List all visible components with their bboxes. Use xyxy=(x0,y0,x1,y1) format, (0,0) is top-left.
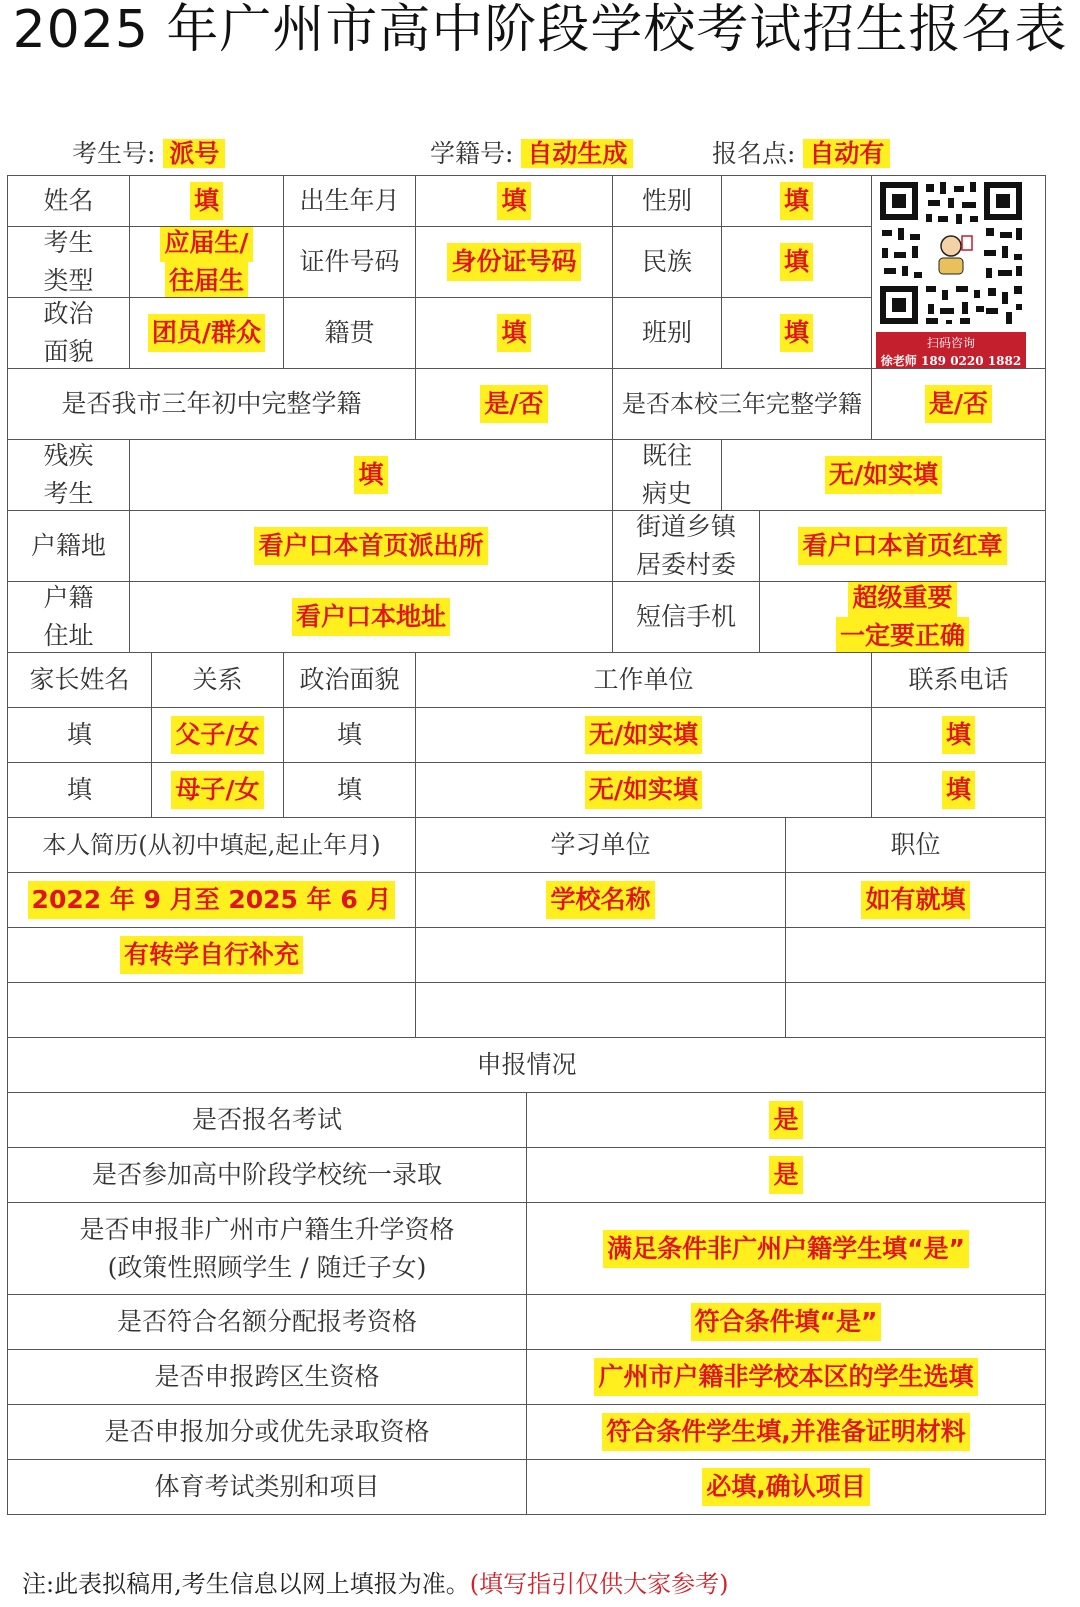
disabled-label: 残疾 考生 xyxy=(7,439,130,511)
gender-label: 性别 xyxy=(612,175,722,227)
parent-name-header: 家长姓名 xyxy=(7,652,152,708)
school-full-registration-value: 是/否 xyxy=(925,385,992,423)
political-status-value-cell xyxy=(129,297,284,369)
qr-code-image[interactable] xyxy=(876,178,1026,328)
political-status-label: 政治 面貌 xyxy=(7,297,130,369)
ethnicity-label: 民族 xyxy=(612,226,722,298)
registration-site-label: 报名点: xyxy=(712,139,796,168)
exam-number-value: 派号 xyxy=(163,139,225,168)
resume-unit-header: 学习单位 xyxy=(415,817,786,873)
table-row-application-value: 广州市户籍非学校本区的学生选填 xyxy=(526,1349,1046,1405)
name-label: 姓名 xyxy=(7,175,130,227)
disabled-value: 填 xyxy=(354,456,387,494)
parent-work-header: 工作单位 xyxy=(415,652,872,708)
student-type-value-2: 往届生 xyxy=(165,262,248,298)
registration-form xyxy=(7,175,1076,1564)
parent-phone-header: 联系电话 xyxy=(871,652,1046,708)
ethnicity-value: 填 xyxy=(780,243,813,281)
street-committee-label: 街道乡镇 居委村委 xyxy=(612,510,760,582)
native-place-value-cell xyxy=(415,297,613,369)
table-row-resume-unit: 学校名称 xyxy=(415,872,786,928)
table-row-application-value: 满足条件非广州户籍学生填“是” xyxy=(526,1202,1046,1295)
table-row-parent-political: 填 xyxy=(283,707,416,763)
footer-note-text: 注:此表拟稿用,考生信息以网上填报为准。 xyxy=(22,1570,470,1598)
table-row-resume-position xyxy=(785,982,1046,1038)
class-label: 班别 xyxy=(612,297,722,369)
table-row-resume-position xyxy=(785,927,1046,983)
city-full-registration-label: 是否我市三年初中完整学籍 xyxy=(7,368,416,440)
student-id-label: 学籍号: xyxy=(430,139,514,168)
city-full-registration-value: 是/否 xyxy=(480,385,547,423)
gender-value: 填 xyxy=(780,182,813,220)
exam-number-field xyxy=(72,134,225,174)
hukou-address-label: 户籍 住址 xyxy=(7,581,130,653)
id-number-value-cell xyxy=(415,226,613,298)
table-row-application-value: 是 xyxy=(526,1147,1046,1203)
exam-number-label: 考生号: xyxy=(72,139,156,168)
table-row-resume-position: 如有就填 xyxy=(785,872,1046,928)
form-title: 2025 年广州市高中阶段学校考试招生报名表 xyxy=(12,0,1068,60)
native-place-label: 籍贯 xyxy=(283,297,416,369)
resume-position-header: 职位 xyxy=(785,817,1046,873)
table-row-application-value: 符合条件学生填,并准备证明材料 xyxy=(526,1404,1046,1460)
table-row-application-label: 是否申报跨区生资格 xyxy=(7,1349,527,1405)
table-row-resume-unit xyxy=(415,927,786,983)
student-type-value-1: 应届生/ xyxy=(160,226,252,262)
table-row-parent-work: 无/如实填 xyxy=(415,762,872,818)
medical-history-value: 无/如实填 xyxy=(825,456,942,494)
table-row-application-label: 是否符合名额分配报考资格 xyxy=(7,1294,527,1350)
table-row-parent-name: 填 xyxy=(7,762,152,818)
sms-phone-value-cell xyxy=(759,581,1046,653)
table-row-parent-political: 填 xyxy=(283,762,416,818)
gender-value-cell xyxy=(721,175,872,227)
name-value: 填 xyxy=(190,182,223,220)
qr-code-cell xyxy=(871,175,1046,369)
qr-code-pattern xyxy=(876,178,1026,328)
student-type-value-cell xyxy=(129,226,284,298)
table-row-resume-period: 有转学自行补充 xyxy=(7,927,416,983)
table-row-application-value: 是 xyxy=(526,1092,1046,1148)
parent-relation-header: 关系 xyxy=(151,652,284,708)
name-value-cell xyxy=(129,175,284,227)
student-id-value: 自动生成 xyxy=(521,139,633,168)
native-place-value: 填 xyxy=(497,314,530,352)
street-committee-value: 看户口本首页红章 xyxy=(798,527,1006,565)
footer-note-disclaimer: (填写指引仅供大家参考) xyxy=(469,1570,729,1598)
sms-phone-label: 短信手机 xyxy=(612,581,760,653)
table-row-parent-relation: 母子/女 xyxy=(151,762,284,818)
sms-phone-value-1: 超级重要 xyxy=(848,581,956,617)
registration-site-field xyxy=(712,134,890,174)
hukou-place-value-cell xyxy=(129,510,613,582)
table-row-application-value: 符合条件填“是” xyxy=(526,1294,1046,1350)
class-value-cell xyxy=(721,297,872,369)
birth-value: 填 xyxy=(497,182,530,220)
hukou-place-value: 看户口本首页派出所 xyxy=(254,527,487,565)
table-row-parent-name: 填 xyxy=(7,707,152,763)
hukou-address-value-cell xyxy=(129,581,613,653)
registration-site-value: 自动有 xyxy=(803,139,890,168)
birth-label: 出生年月 xyxy=(283,175,416,227)
id-number-label: 证件号码 xyxy=(283,226,416,298)
table-row-parent-phone: 填 xyxy=(871,707,1046,763)
street-committee-value-cell xyxy=(759,510,1046,582)
table-row-application-label: 是否申报非广州市户籍生升学资格 (政策性照顾学生 / 随迁子女) xyxy=(7,1202,527,1295)
disabled-value-cell xyxy=(129,439,613,511)
table-row-application-label: 是否报名考试 xyxy=(7,1092,527,1148)
table-row-parent-phone: 填 xyxy=(871,762,1046,818)
birth-value-cell xyxy=(415,175,613,227)
resume-period-header: 本人简历(从初中填起,起止年月) xyxy=(7,817,416,873)
table-row-resume-period: 2022 年 9 月至 2025 年 6 月 xyxy=(7,872,416,928)
table-row-parent-work: 无/如实填 xyxy=(415,707,872,763)
school-full-registration-value-cell xyxy=(871,368,1046,440)
table-row-application-label: 是否申报加分或优先录取资格 xyxy=(7,1404,527,1460)
table-row-application-value: 必填,确认项目 xyxy=(526,1459,1046,1515)
class-value: 填 xyxy=(780,314,813,352)
table-row-resume-period xyxy=(7,982,416,1038)
qr-consult-banner: 扫码咨询 徐老师 189 0220 1882 xyxy=(876,332,1026,369)
sms-phone-value-2: 一定要正确 xyxy=(836,617,969,653)
footer-note xyxy=(22,1566,728,1602)
city-full-registration-value-cell xyxy=(415,368,613,440)
political-status-value: 团员/群众 xyxy=(148,314,265,352)
table-row-resume-unit xyxy=(415,982,786,1038)
table-row-parent-relation: 父子/女 xyxy=(151,707,284,763)
student-id-field xyxy=(430,134,633,174)
application-header: 申报情况 xyxy=(7,1037,1046,1093)
medical-history-value-cell xyxy=(721,439,1046,511)
id-number-value: 身份证号码 xyxy=(447,243,580,281)
medical-history-label: 既往 病史 xyxy=(612,439,722,511)
school-full-registration-label: 是否本校三年完整学籍 xyxy=(612,368,872,440)
parent-political-header: 政治面貌 xyxy=(283,652,416,708)
student-type-label: 考生 类型 xyxy=(7,226,130,298)
ethnicity-value-cell xyxy=(721,226,872,298)
hukou-address-value: 看户口本地址 xyxy=(292,598,450,636)
table-row-application-label: 是否参加高中阶段学校统一录取 xyxy=(7,1147,527,1203)
hukou-place-label: 户籍地 xyxy=(7,510,130,582)
table-row-application-label: 体育考试类别和项目 xyxy=(7,1459,527,1515)
